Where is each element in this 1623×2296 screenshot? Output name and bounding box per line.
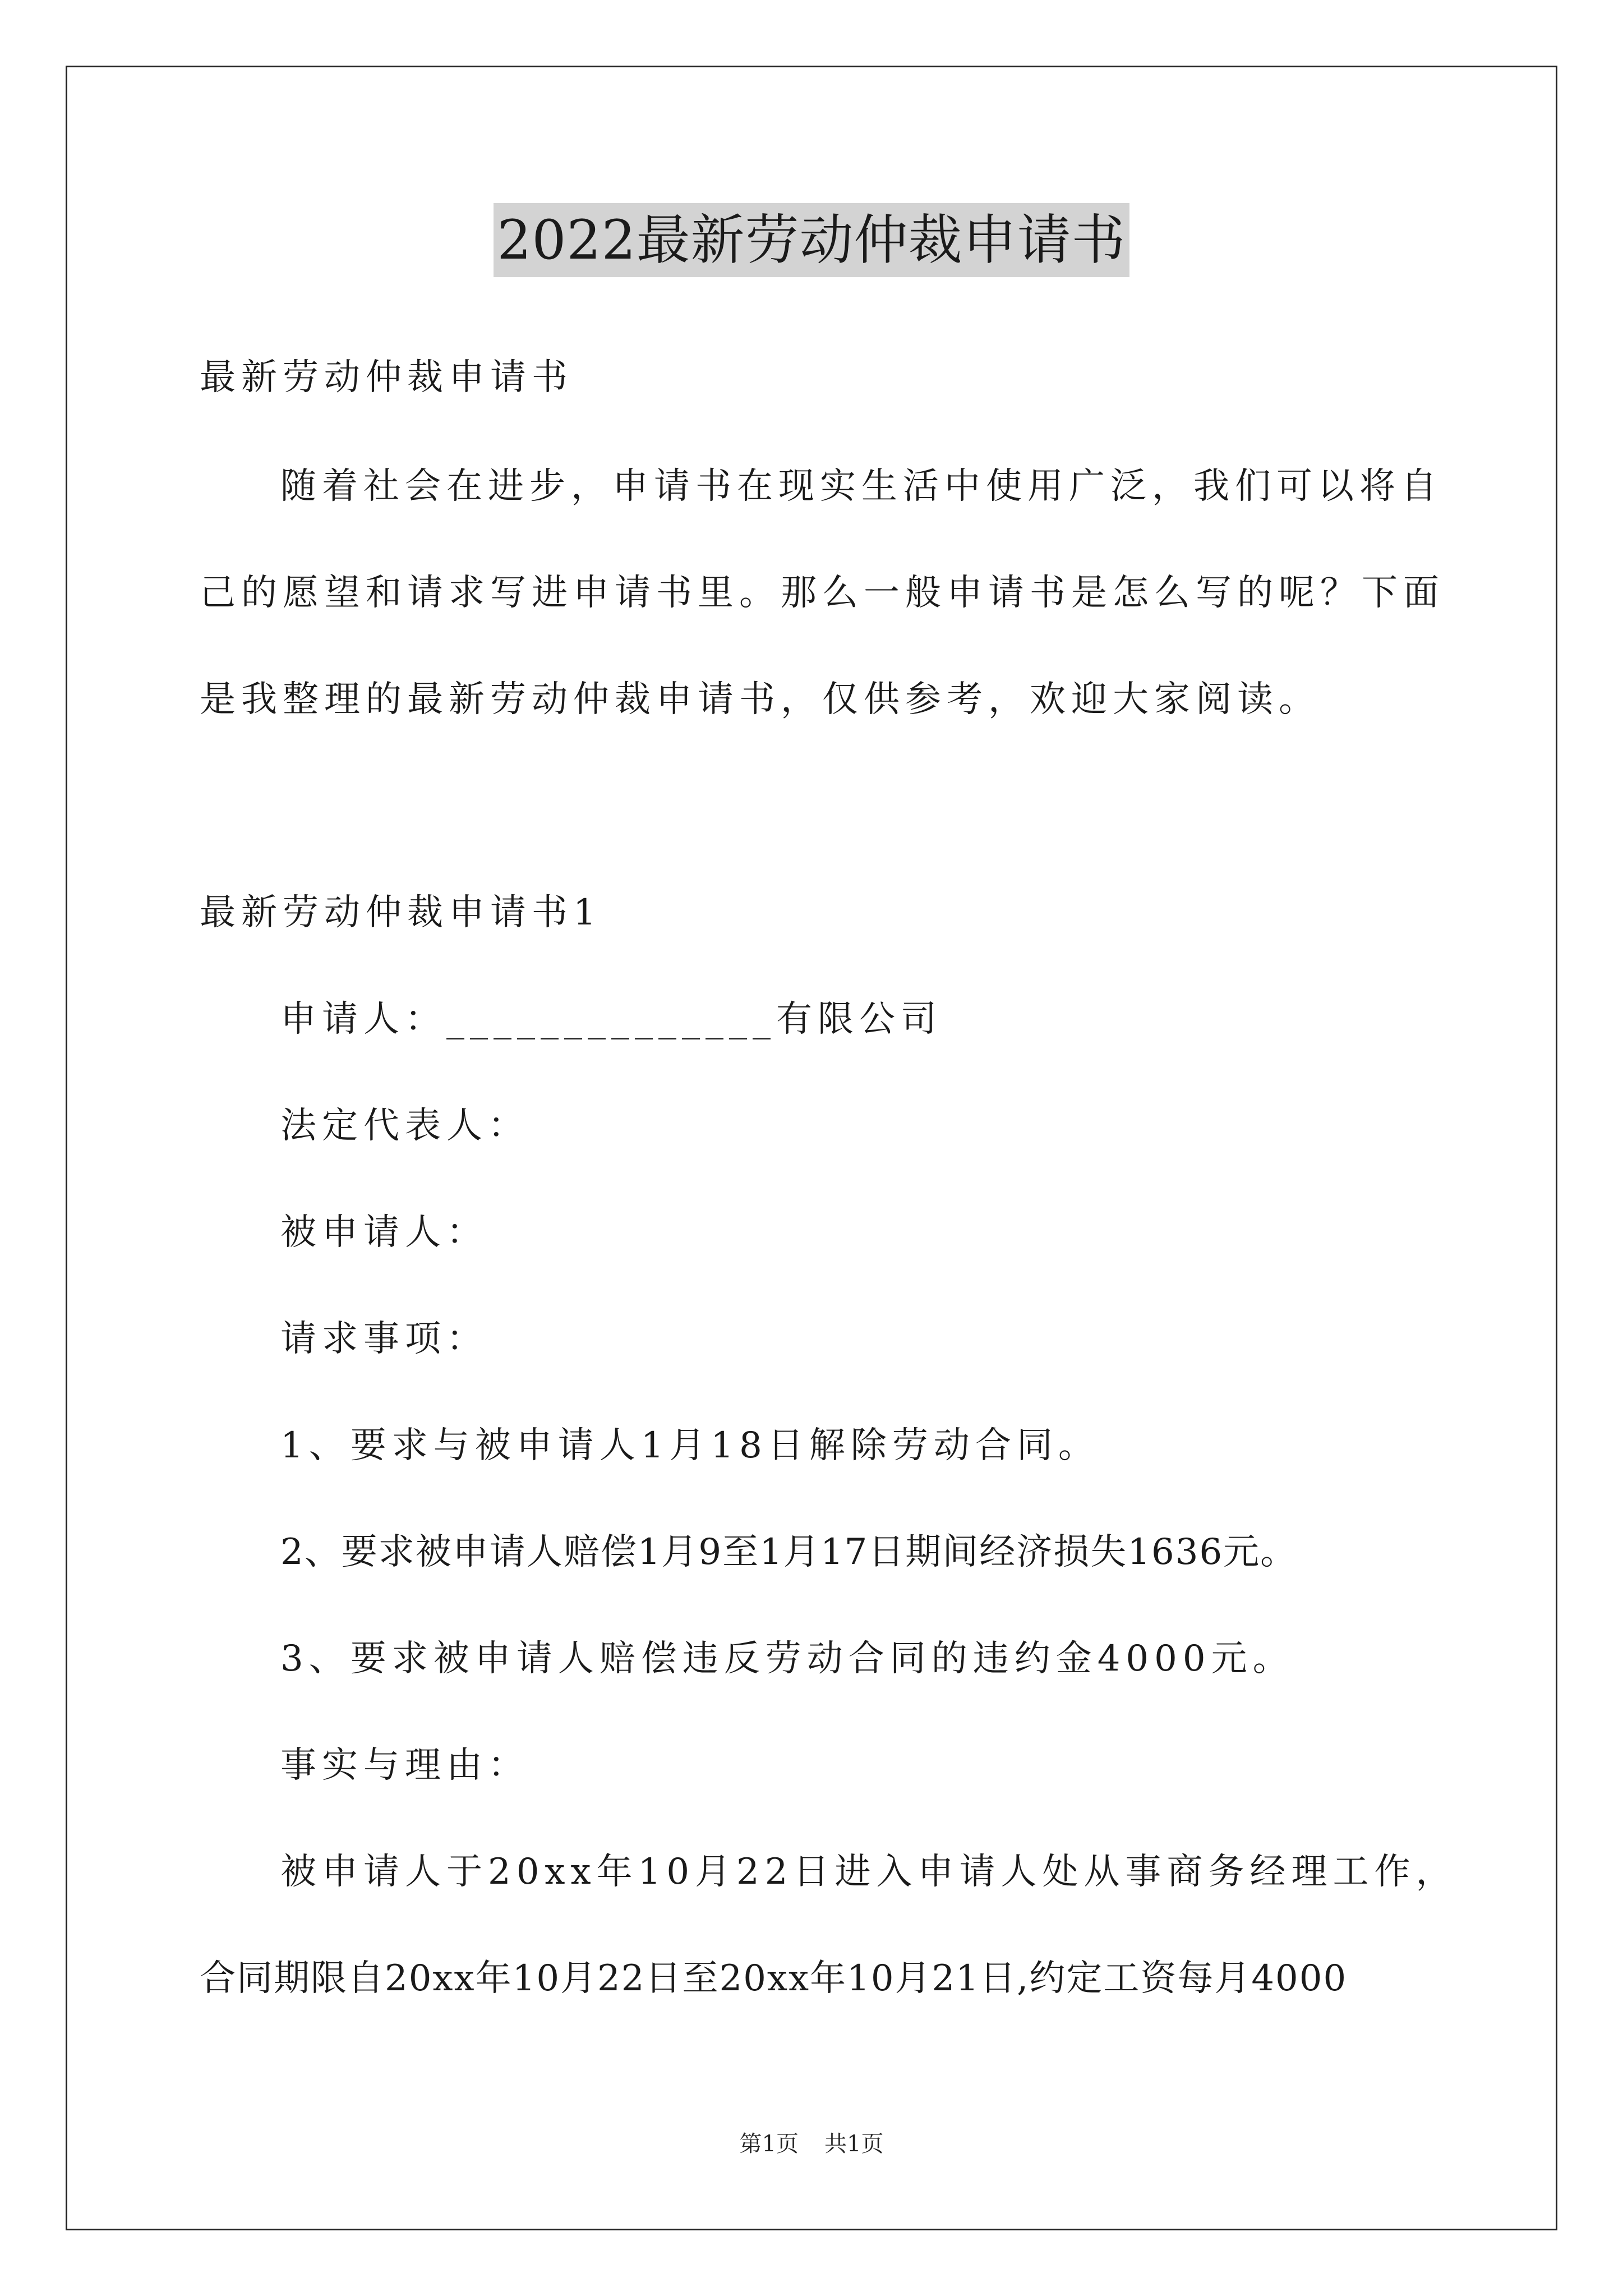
claim-item-2: 2、要求被申请人赔偿1月9至1月17日期间经济损失1636元。 xyxy=(280,1531,1298,1573)
applicant-line: 申请人：______________有限公司 xyxy=(280,999,942,1040)
legal-representative-line: 法定代表人： xyxy=(280,1105,529,1147)
intro-line-1: 随着社会在进步，申请书在现实生活中使用广泛，我们可以将自 xyxy=(280,466,1442,507)
facts-line-1: 被申请人于20xx年10月22日进入申请人处从事商务经理工作， xyxy=(280,1851,1458,1893)
claim-item-1: 1、要求与被申请人1月18日解除劳动合同。 xyxy=(280,1425,1100,1466)
claim-item-3: 3、要求被申请人赔偿违反劳动合同的违约金4000元。 xyxy=(280,1638,1294,1680)
facts-heading: 事实与理由： xyxy=(280,1745,529,1786)
page-number: 第1页 xyxy=(739,2131,799,2157)
intro-line-2: 己的愿望和请求写进申请书里。那么一般申请书是怎么写的呢？下面 xyxy=(200,572,1445,614)
document-subtitle: 最新劳动仲裁申请书 xyxy=(200,357,573,398)
title-container xyxy=(0,203,1623,277)
respondent-line: 被申请人： xyxy=(280,1212,488,1253)
intro-line-3: 是我整理的最新劳动仲裁申请书，仅供参考，欢迎大家阅读。 xyxy=(200,679,1320,720)
document-title: 2022最新劳动仲裁申请书 xyxy=(494,203,1129,277)
page-total: 共1页 xyxy=(824,2131,884,2157)
page-footer xyxy=(0,2128,1623,2160)
claims-heading: 请求事项： xyxy=(280,1318,488,1360)
section-heading: 最新劳动仲裁申请书1 xyxy=(200,892,602,933)
facts-line-2: 合同期限自20xx年10月22日至20xx年10月21日,约定工资每月4000 xyxy=(200,1958,1348,1999)
